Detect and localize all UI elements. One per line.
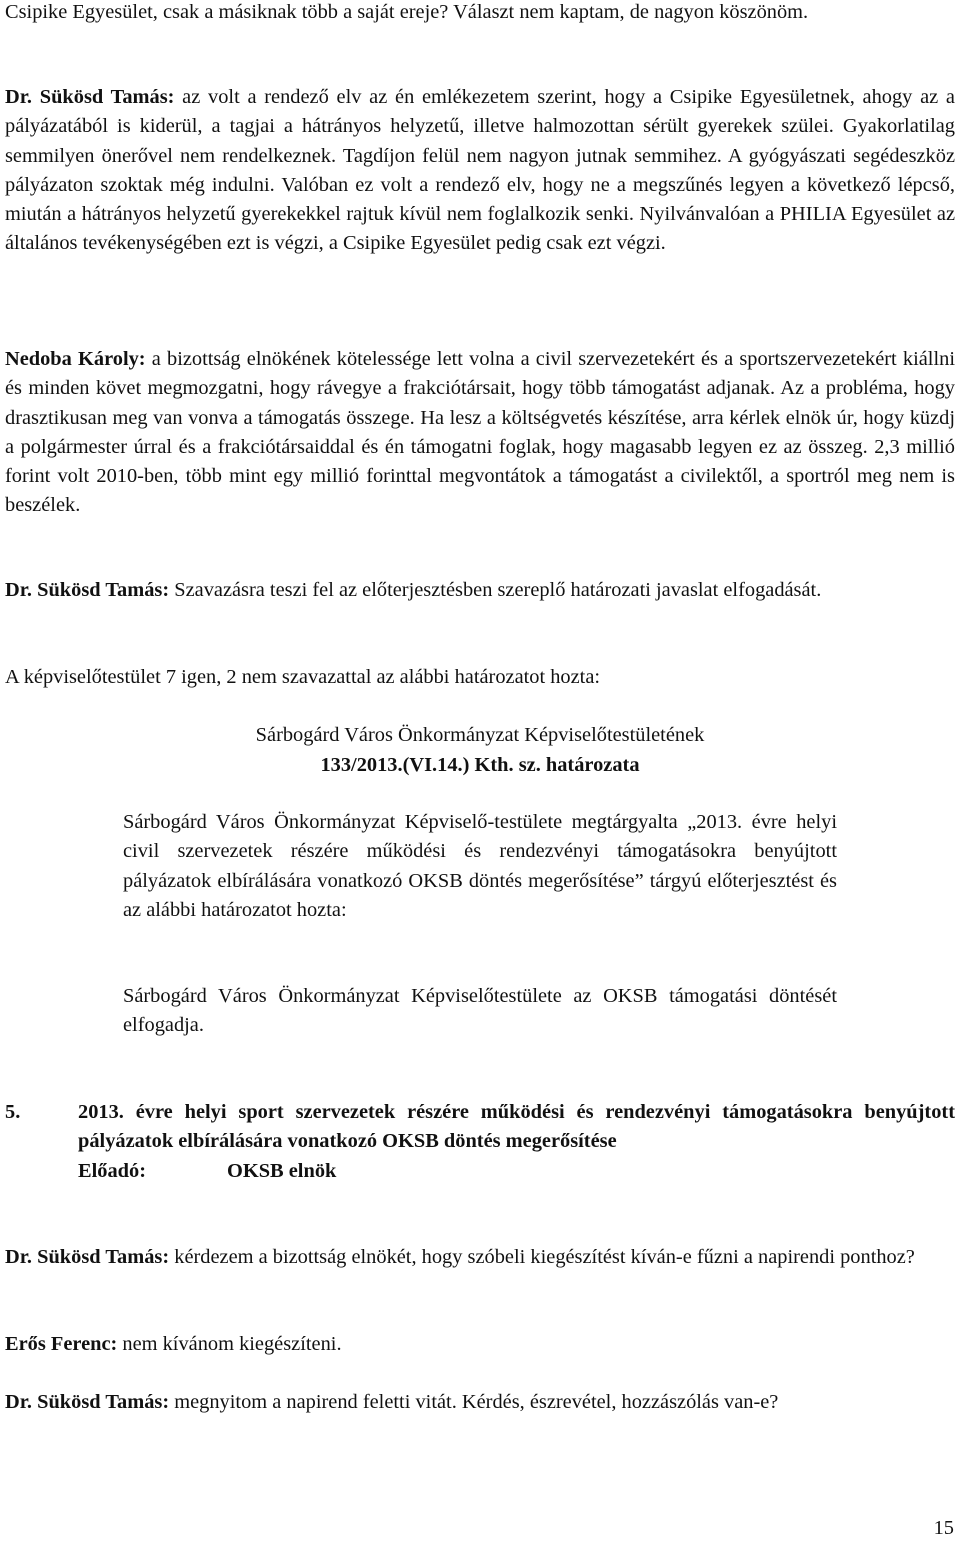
- speaker-name: Dr. Sükösd Tamás:: [5, 1391, 170, 1413]
- paragraph-sukosd-1: [5, 83, 955, 259]
- paragraph-sukosd-debate: [5, 1388, 955, 1417]
- agenda-number: 5.: [5, 1101, 21, 1123]
- paragraph-text: kérdezem a bizottság elnökét, hogy szóbeli kiegészítést kíván-e fűzni a napirendi ponthoz?: [169, 1246, 915, 1268]
- paragraph-sukosd-question: [5, 1243, 955, 1272]
- agenda-presenter: [78, 1157, 955, 1186]
- paragraph-text: nem kívánom kiegészíteni.: [117, 1333, 342, 1355]
- paragraph-text: megnyitom a napirend feletti vitát. Kérdés, észrevétel, hozzászólás van-e?: [169, 1391, 779, 1413]
- paragraph-eros: [5, 1330, 955, 1359]
- speaker-name: Erős Ferenc:: [5, 1333, 118, 1355]
- presenter-label: Előadó:: [78, 1159, 146, 1182]
- paragraph-text: Csipike Egyesület, csak a másiknak több a saját ereje? Választ nem kaptam, de nagyon köszönöm.: [5, 1, 809, 23]
- resolution-body: Sárbogárd Város Önkormányzat Képviselő-testülete megtárgyalta „2013. évre helyi civil szervezetek részére működési és rendezvényi támogatásokra benyújtott pályázatok elbírálására vonatkozó OKSB döntés megerősítése” tárgyú előterjesztést és az alábbi határozatot hozta:: [123, 811, 837, 921]
- page-number: 15: [933, 1517, 954, 1539]
- paragraph-nedoba: [5, 345, 955, 521]
- paragraph-vote-result: [5, 663, 955, 692]
- paragraph-text: A képviselőtestület 7 igen, 2 nem szavazattal az alábbi határozatot hozta:: [5, 666, 601, 688]
- resolution-number: 133/2013.(VI.14.) Kth. sz. határozata: [320, 754, 640, 776]
- resolution-decision: Sárbogárd Város Önkormányzat Képviselőtestülete az OKSB támogatási döntését elfogadja.: [123, 985, 837, 1037]
- paragraph-intro: [5, 0, 955, 27]
- paragraph-text: Szavazásra teszi fel az előterjesztésben szereplő határozati javaslat elfogadását.: [169, 579, 822, 601]
- speaker-name: Dr. Sükösd Tamás:: [5, 86, 175, 108]
- paragraph-text: az volt a rendező elv az én emlékezetem szerint, hogy a Csipike Egyesületnek, ahogy az a pályázatából is kiderül, a tagjai a hátrányos helyzetű, illetve halmozottan sérült gyerekek szülei. Gyakorlatilag semmilyen önerővel nem rendelkeznek. Tagdíjon felül nem nagyon jutnak semmihez. A gyógyászati segédeszköz pályázaton szoktak még indulni. Valóban ez volt a rendező elv, hogy ne a megszűnés legyen a következő lépcső, miután a hátrányos helyzetű gyerekekkel rajtuk kívül nem foglalkozik senki. Nyilvánvalóan a PHILIA Egyesület az általános tevékenységében ezt is végzi, a Csipike Egyesület pedig csak ezt végzi.: [5, 86, 955, 255]
- resolution-heading: Sárbogárd Város Önkormányzat Képviselőtestületének: [255, 724, 705, 746]
- presenter-value: OKSB elnök: [227, 1159, 337, 1182]
- paragraph-sukosd-vote: [5, 576, 955, 605]
- paragraph-text: a bizottság elnökének kötelessége lett volna a civil szervezetekért és a sportszervezetekért kiállni és minden követ megmozgatni, hogy rávegye a frakciótársait, hogy több támogatást adjanak. Az a probléma, hogy drasztikusan meg van vonva a támogatás összege. Ha lesz a költségvetés készítése, arra kérlek elnök úr, hogy küzdj a polgármester úrral és a frakciótársaiddal és én támogatni foglak, hogy magasabb legyen ez az összeg. 2,3 millió forint volt 2010-ben, több mint egy millió forinttal megvontátok a támogatást a civilektől, a sportról meg nem is beszélek.: [5, 348, 955, 517]
- agenda-item: [5, 1098, 955, 1186]
- speaker-name: Dr. Sükösd Tamás:: [5, 579, 170, 601]
- speaker-name: Dr. Sükösd Tamás:: [5, 1246, 170, 1268]
- agenda-title: 2013. évre helyi sport szervezetek részére működési és rendezvényi támogatásokra benyújtott pályázatok elbírálására vonatkozó OKSB döntés megerősítése: [78, 1101, 955, 1153]
- speaker-name: Nedoba Károly:: [5, 348, 146, 370]
